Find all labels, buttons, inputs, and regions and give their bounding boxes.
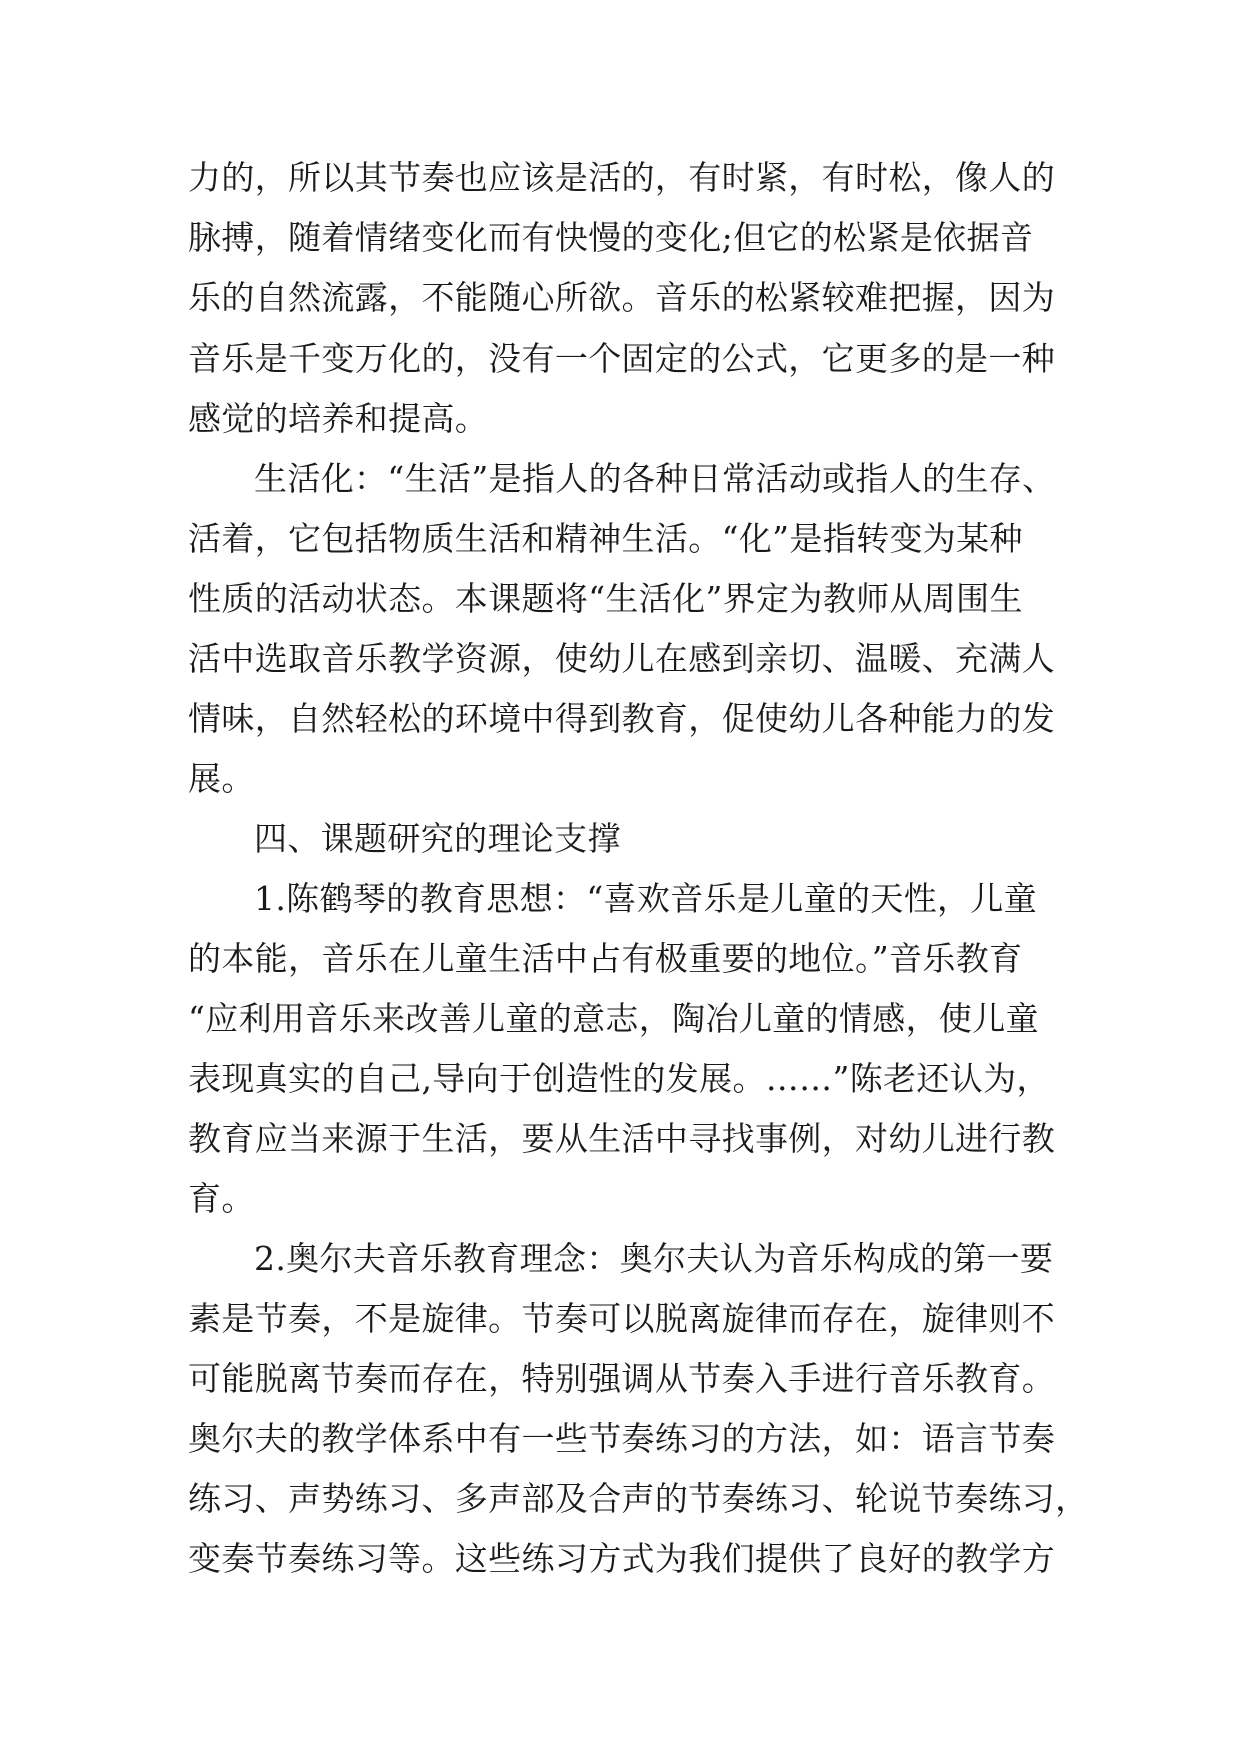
body-text-line: 可能脱离节奏而存在，特别强调从节奏入手进行音乐教育。 <box>188 1359 1056 1398</box>
body-text-line: 情味，自然轻松的环境中得到教育，促使幼儿各种能力的发 <box>188 699 1056 738</box>
body-text-line: 活中选取音乐教学资源，使幼儿在感到亲切、温暖、充满人 <box>188 639 1056 678</box>
body-text-line: 变奏节奏练习等。这些练习方式为我们提供了良好的教学方 <box>188 1539 1056 1578</box>
paragraph-first-line: 生活化：“生活”是指人的各种日常活动或指人的生存、 <box>254 459 1056 498</box>
body-text-line: 育。 <box>188 1179 255 1218</box>
body-text-line: 乐的自然流露，不能随心所欲。音乐的松紧较难把握，因为 <box>188 278 1056 317</box>
section-heading: 四、课题研究的理论支撑 <box>254 819 621 858</box>
body-text-line: 展。 <box>188 759 255 798</box>
body-text-line: 表现真实的自己,导向于创造性的发展。……”陈老还认为， <box>188 1059 1050 1098</box>
body-text-line: 活着，它包括物质生活和精神生活。“化”是指转变为某种 <box>188 519 1023 558</box>
body-text-line: 脉搏，随着情绪变化而有快慢的变化;但它的松紧是依据音 <box>188 218 1034 257</box>
body-text-line: 奥尔夫的教学体系中有一些节奏练习的方法，如：语言节奏 <box>188 1419 1056 1458</box>
body-text-line: 素是节奏，不是旋律。节奏可以脱离旋律而存在，旋律则不 <box>188 1299 1056 1338</box>
body-text-line: 的本能，音乐在儿童生活中占有极重要的地位。”音乐教育 <box>188 939 1023 978</box>
body-text-line: “应利用音乐来改善儿童的意志，陶冶儿童的情感，使儿童 <box>188 999 1039 1038</box>
body-text-line: 力的，所以其节奏也应该是活的，有时紧，有时松，像人的 <box>188 158 1056 197</box>
body-text-line: 感觉的培养和提高。 <box>188 399 489 438</box>
body-text-line: 音乐是千变万化的，没有一个固定的公式，它更多的是一种 <box>188 339 1056 378</box>
body-text-line: 教育应当来源于生活，要从生活中寻找事例，对幼儿进行教 <box>188 1119 1056 1158</box>
paragraph-first-line: 1.陈鹤琴的教育思想：“喜欢音乐是儿童的天性，儿童 <box>254 879 1038 918</box>
body-text-line: 性质的活动状态。本课题将“生活化”界定为教师从周围生 <box>188 579 1023 618</box>
body-text-line: 练习、声势练习、多声部及合声的节奏练习、轮说节奏练习， <box>188 1479 1089 1518</box>
paragraph-first-line: 2.奥尔夫音乐教育理念：奥尔夫认为音乐构成的第一要 <box>254 1239 1054 1278</box>
